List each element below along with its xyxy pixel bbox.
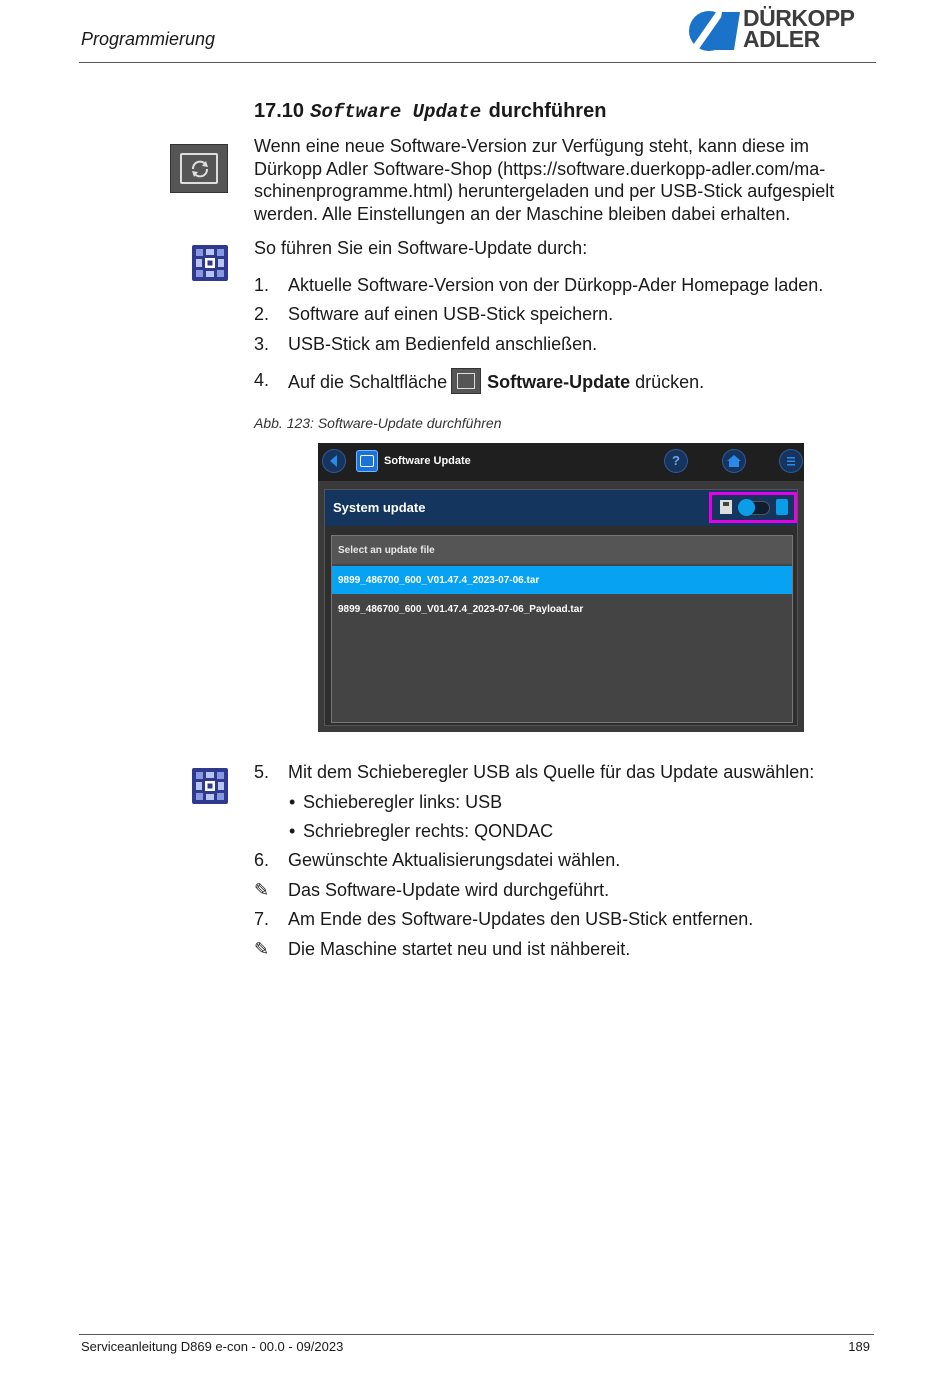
software-update-icon — [170, 144, 228, 193]
step-number: 1. — [254, 275, 270, 295]
app-title: Software Update — [384, 455, 471, 467]
step-text: Auf die Schaltfläche — [288, 371, 448, 392]
header-section-title: Programmierung — [81, 29, 216, 49]
file-name: 9899_486700_600_V01.47.4_2023-07-06_Payload.tar — [338, 604, 584, 615]
panel-title: System update — [333, 500, 426, 515]
figure-caption: Abb. 123: Software-Update durchführen — [254, 415, 502, 431]
source-toggle-highlight — [709, 492, 797, 523]
step-number: 4. — [254, 370, 270, 390]
list-header — [332, 536, 792, 564]
step-number: 3. — [254, 334, 270, 354]
footer-document-info: Serviceanleitung D869 e-con - 00.0 - 09/2023 — [81, 1339, 344, 1354]
header-divider — [79, 62, 876, 63]
step-number: 2. — [254, 304, 270, 324]
panel-header — [325, 490, 797, 526]
intro-line: Wenn eine neue Software-Version zur Verfügung steht, kann diese im — [254, 136, 810, 156]
bullet-item: • Schieberegler links: USB — [289, 792, 503, 812]
result-arrow-icon: ✎ — [254, 880, 270, 900]
logo-line-2: ADLER — [743, 26, 820, 52]
result-text: Die Maschine startet neu und ist nähbereit. — [288, 939, 631, 959]
list-header-label: Select an update file — [338, 545, 435, 556]
step-text: Am Ende des Software-Updates den USB-Stick entfernen. — [288, 909, 754, 929]
menu-icon[interactable] — [779, 449, 803, 473]
page-number: 189 — [848, 1339, 870, 1354]
step-text: drücken. — [635, 371, 705, 392]
section-title — [254, 100, 606, 123]
help-icon[interactable]: ? — [664, 449, 688, 473]
usb-icon — [720, 500, 732, 514]
step-number: 7. — [254, 909, 270, 929]
intro-line: schinenprogramme.html) heruntergeladen und per USB-Stick aufgespielt — [254, 181, 835, 201]
intro-line: werden. Alle Einstellungen an der Maschine bleiben dabei erhalten. — [254, 203, 791, 224]
back-arrow-icon[interactable] — [322, 449, 346, 473]
intro-paragraph — [254, 135, 874, 225]
bullet-text: Schriebregler rechts: QONDAC — [303, 821, 554, 841]
handling-instruction-icon — [192, 768, 228, 804]
howto-intro: So führen Sie ein Software-Update durch: — [254, 238, 588, 258]
update-file-list — [331, 535, 793, 723]
list-item[interactable] — [332, 595, 792, 623]
screenshot-topbar — [318, 443, 804, 481]
file-name: 9899_486700_600_V01.47.4_2023-07-06.tar — [338, 575, 540, 586]
step-number: 6. — [254, 850, 270, 870]
intro-line: Dürkopp Adler Software-Shop (https://software.duerkopp-adler.com/ma- — [254, 158, 826, 179]
result-text: Das Software-Update wird durchgeführt. — [288, 880, 610, 900]
step-text: USB-Stick am Bedienfeld anschließen. — [288, 334, 598, 354]
handling-instruction-icon — [192, 245, 228, 281]
bullet-text: Schieberegler links: USB — [303, 792, 503, 812]
software-update-button-icon — [451, 368, 481, 394]
step-button-name: Software-Update — [487, 371, 631, 392]
step-text: Mit dem Schieberegler USB als Quelle für das Update auswählen: — [288, 762, 815, 782]
logo-line-1: DÜRKOPP — [743, 5, 855, 31]
section-title-mono: Software Update — [310, 101, 482, 123]
step-number: 5. — [254, 762, 270, 782]
section-number: 17.10 — [254, 100, 305, 122]
bullet-item: • Schriebregler rechts: QONDAC — [289, 821, 554, 841]
section-title-rest: durchführen — [488, 100, 607, 122]
software-update-screenshot — [318, 443, 804, 732]
software-update-app-icon — [356, 450, 378, 472]
step-text: Software auf einen USB-Stick speichern. — [288, 304, 614, 324]
home-icon[interactable] — [722, 449, 746, 473]
source-toggle-knob[interactable] — [738, 499, 755, 516]
footer-divider — [79, 1334, 874, 1335]
logo-mark-icon — [688, 10, 740, 52]
system-update-panel — [324, 489, 798, 726]
result-arrow-icon: ✎ — [254, 939, 270, 959]
step-text: Aktuelle Software-Version von der Dürkopp-Ader Homepage laden. — [288, 275, 824, 295]
step-text: Gewünschte Aktualisierungsdatei wählen. — [288, 850, 621, 870]
duerkopp-adler-logo — [688, 5, 878, 54]
qondac-icon — [776, 499, 788, 515]
list-item[interactable] — [332, 566, 792, 594]
